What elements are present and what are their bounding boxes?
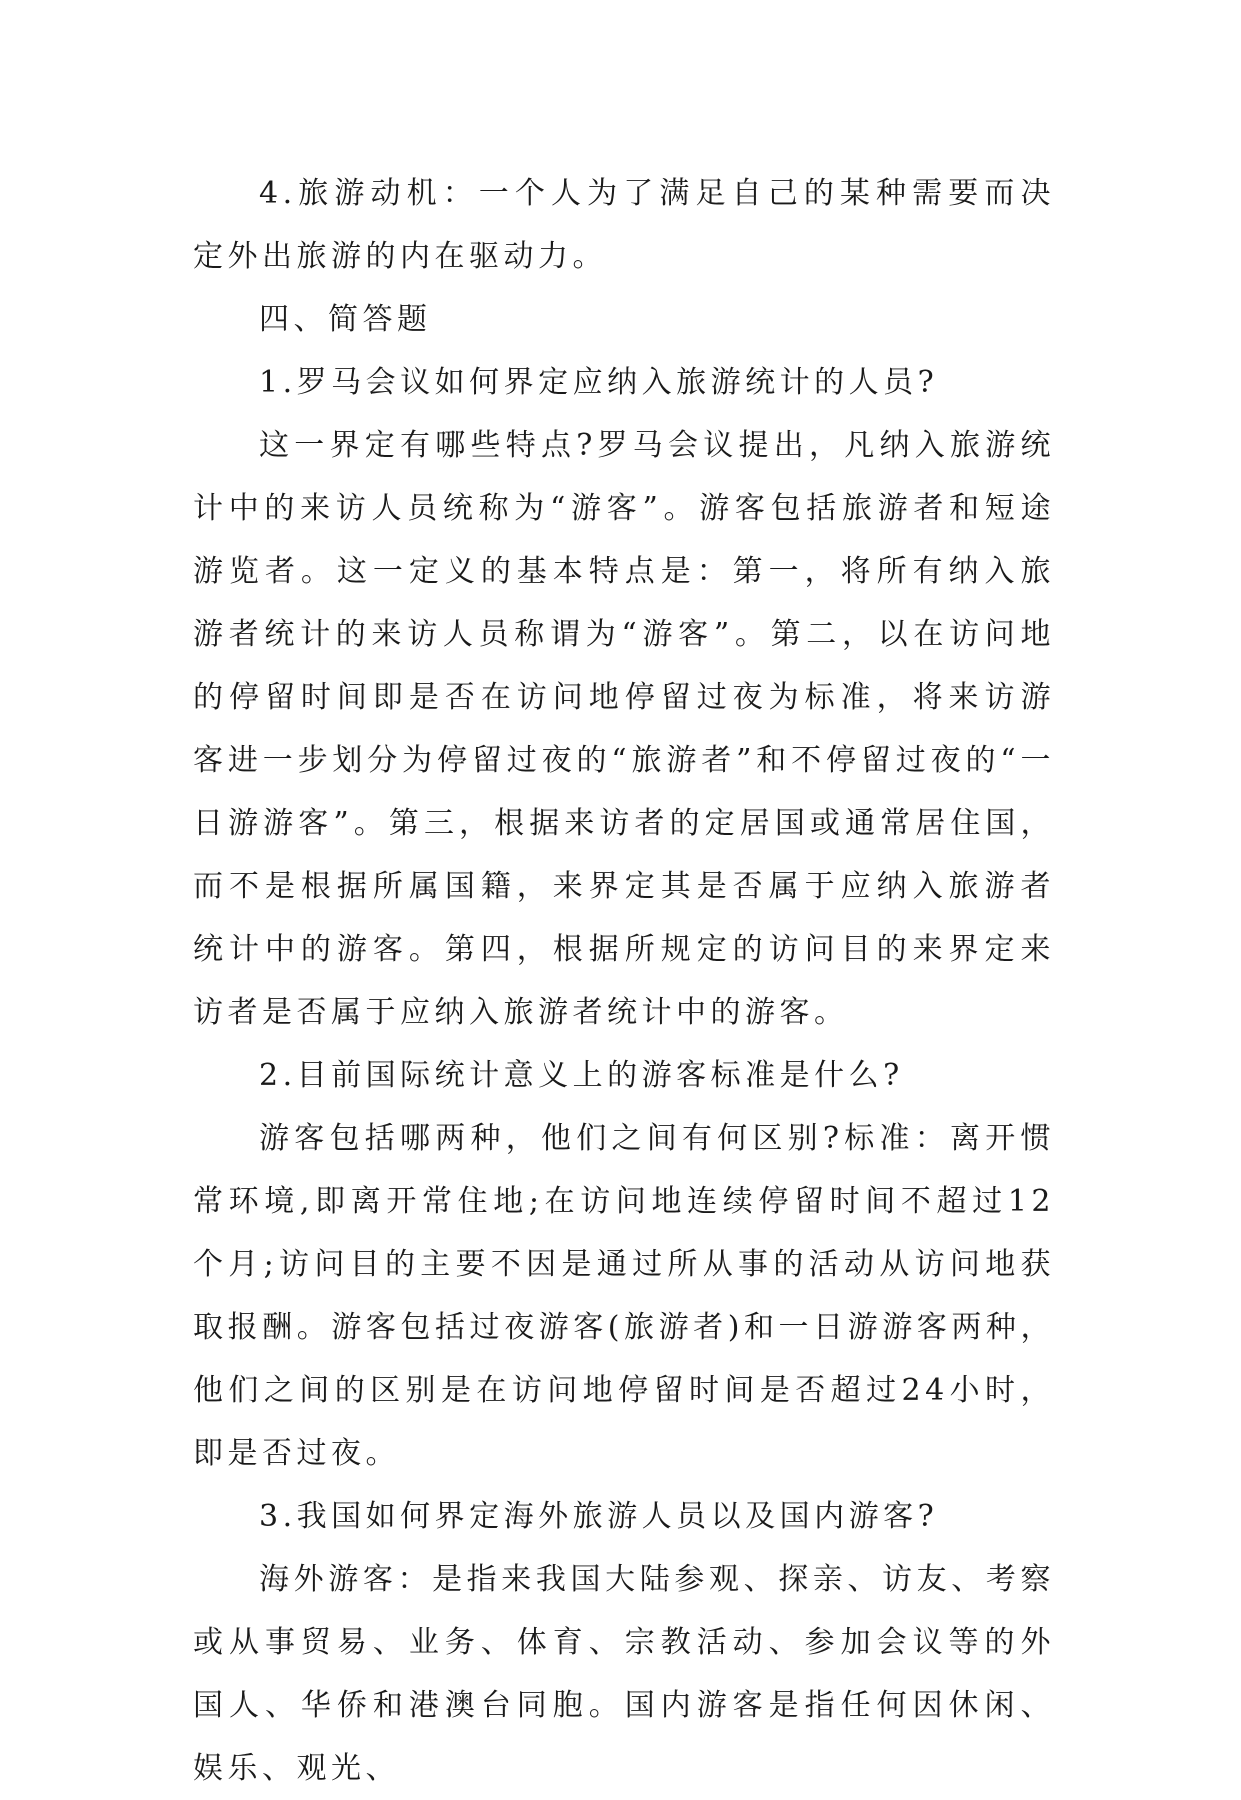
section-heading-short-answer: 四、简答题 bbox=[259, 302, 432, 337]
question-1: 1.罗马会议如何界定应纳入旅游统计的人员? bbox=[259, 365, 939, 400]
question-2: 2.目前国际统计意义上的游客标准是什么? bbox=[259, 1058, 904, 1093]
answer-3: 海外游客：是指来我国大陆参观、探亲、访友、考察或从事贸易、业务、体育、宗教活动、参加会议等的外国人、华侨和港澳台同胞。国内游客是指任何因休闲、娱乐、观光、 bbox=[193, 1562, 1055, 1786]
paragraph-definition-travel-motivation: 4.旅游动机：一个人为了满足自己的某种需要而决定外出旅游的内在驱动力。 bbox=[193, 176, 1055, 274]
answer-2: 游客包括哪两种，他们之间有何区别?标准：离开惯常环境,即离开常住地;在访问地连续停留时间不超过12个月;访问目的主要不因是通过所从事的活动从访问地获取报酬。游客包括过夜游客(旅游者)和一日游游客两种，他们之间的区别是在访问地停留时间是否超过24小时，即是否过夜。 bbox=[193, 1121, 1055, 1471]
question-3: 3.我国如何界定海外旅游人员以及国内游客? bbox=[259, 1499, 939, 1534]
answer-1: 这一界定有哪些特点?罗马会议提出，凡纳入旅游统计中的来访人员统称为“游客”。游客包括旅游者和短途游览者。这一定义的基本特点是：第一，将所有纳入旅游者统计的来访人员称谓为“游客”。第二，以在访问地的停留时间即是否在访问地停留过夜为标准，将来访游客进一步划分为停留过夜的“旅游者”和不停留过夜的“一日游游客”。第三，根据来访者的定居国或通常居住国，而不是根据所属国籍，来界定其是否属于应纳入旅游者统计中的游客。第四，根据所规定的访问目的来界定来访者是否属于应纳入旅游者统计中的游客。 bbox=[193, 428, 1055, 1030]
document-body bbox=[193, 162, 1055, 1800]
